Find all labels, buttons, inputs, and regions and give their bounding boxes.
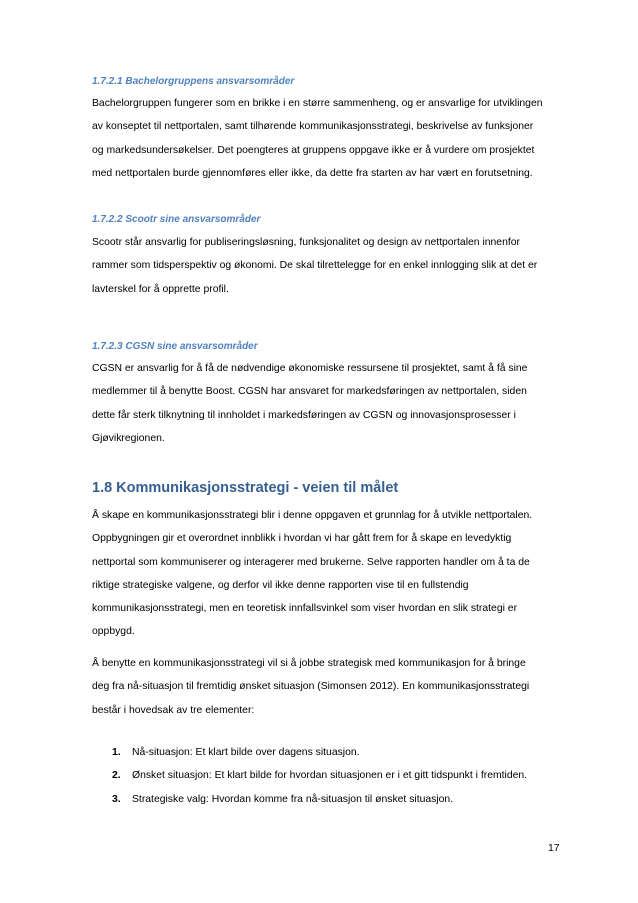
text-line: nettportal som kommuniserer og interagerer med brukerne. Selve rapporten handler om å ta de — [92, 556, 530, 568]
text-line: består i hovedsak av tre elementer: — [92, 704, 255, 716]
list-text: Nå-situasjon: Et klart bilde over dagens situasjon. — [132, 747, 360, 758]
text-line: Å benytte en kommunikasjonsstrategi vil si å jobbe strategisk med kommunikasjon for å bringe — [92, 658, 526, 669]
page-number: 17 — [548, 843, 560, 854]
section-title-scootr: 1.7.2.2 Scootr sine ansvarsområder — [92, 214, 261, 225]
paragraph-scootr — [92, 231, 592, 301]
paragraph-strategy-intro — [92, 504, 592, 644]
list-item — [112, 764, 527, 787]
list-number: 1. — [112, 747, 121, 758]
text-line: CGSN er ansvarlig for å få de nødvendige økonomiske ressursene til prosjektet, samt å få sine — [92, 363, 528, 374]
text-line: Scootr står ansvarlig for publiseringsløsning, funksjonalitet og design av nettportalen innenfor — [92, 237, 520, 248]
text-line: rammer som tidsperspektiv og økonomi. De skal tilrettelegge for en enkel innlogging slik at det er — [92, 260, 538, 272]
text-line: riktige strategiske valgene, og derfor vil ikke denne rapporten vise til en fullstendig — [92, 579, 469, 591]
text-line: Gjøvikregionen. — [92, 432, 165, 444]
text-line: Bachelorgruppen fungerer som en brikke i en større sammenheng, og er ansvarlige for utviklingen — [92, 98, 543, 109]
list-text: Strategiske valg: Hvordan komme fra nå-situasjon til ønsket situasjon. — [132, 793, 454, 805]
list-number: 2. — [112, 770, 121, 782]
list-text: Ønsket situasjon: Et klart bilde for hvordan situasjonen er i et gitt tidspunkt i fremtiden. — [132, 770, 528, 782]
section-title-cgsn: 1.7.2.3 CGSN sine ansvarsområder — [92, 341, 258, 352]
text-line: oppbygd. — [92, 626, 135, 638]
text-line: medlemmer til å benytte Boost. CGSN har ansvaret for markedsføringen av nettportalen, siden — [92, 386, 527, 398]
list-item — [112, 741, 527, 764]
text-line: Å skape en kommunikasjonsstrategi blir i denne oppgaven et grunnlag for å utvikle nettportalen. — [92, 510, 533, 521]
text-line: av konseptet til nettportalen, samt tilhørende kommunikasjonsstrategi, beskrivelse av funksjoner — [92, 121, 534, 133]
text-line: og markedsundersøkelser. Det poengteres at gruppens oppgave ikke er å vurdere om prosjektet — [92, 144, 535, 156]
chapter-heading: 1.8 Kommunikasjonsstrategi - veien til målet — [92, 480, 399, 496]
paragraph-strategy-definition — [92, 652, 592, 722]
paragraph-bachelorgruppen — [92, 92, 592, 185]
text-line: kommunikasjonsstrategi, men en teoretisk innfallsvinkel som viser hvordan en slik strategi er — [92, 603, 518, 615]
text-line: dette får sterk tilknytning til innholdet i markedsføringen av CGSN og innovasjonsprosesser i — [92, 409, 516, 421]
text-line: Oppbygningen gir et overordnet innblikk i hvordan vi har gått frem for å skape en levedyktig — [92, 533, 512, 545]
strategy-elements-list — [112, 741, 527, 811]
section-title-bachelorgruppen: 1.7.2.1 Bachelorgruppens ansvarsområder — [92, 76, 295, 87]
list-number: 3. — [112, 793, 121, 805]
text-line: lavterskel for å opprette profil. — [92, 283, 229, 295]
text-line: med nettportalen burde gjennomføres eller ikke, da dette fra starten av har vært en forutsetning. — [92, 167, 533, 179]
text-line: deg fra nå-situasjon til fremtidig ønsket situasjon (Simonsen 2012). En kommunikasjonsstrategi — [92, 681, 530, 693]
list-item — [112, 788, 527, 811]
paragraph-cgsn — [92, 357, 592, 450]
